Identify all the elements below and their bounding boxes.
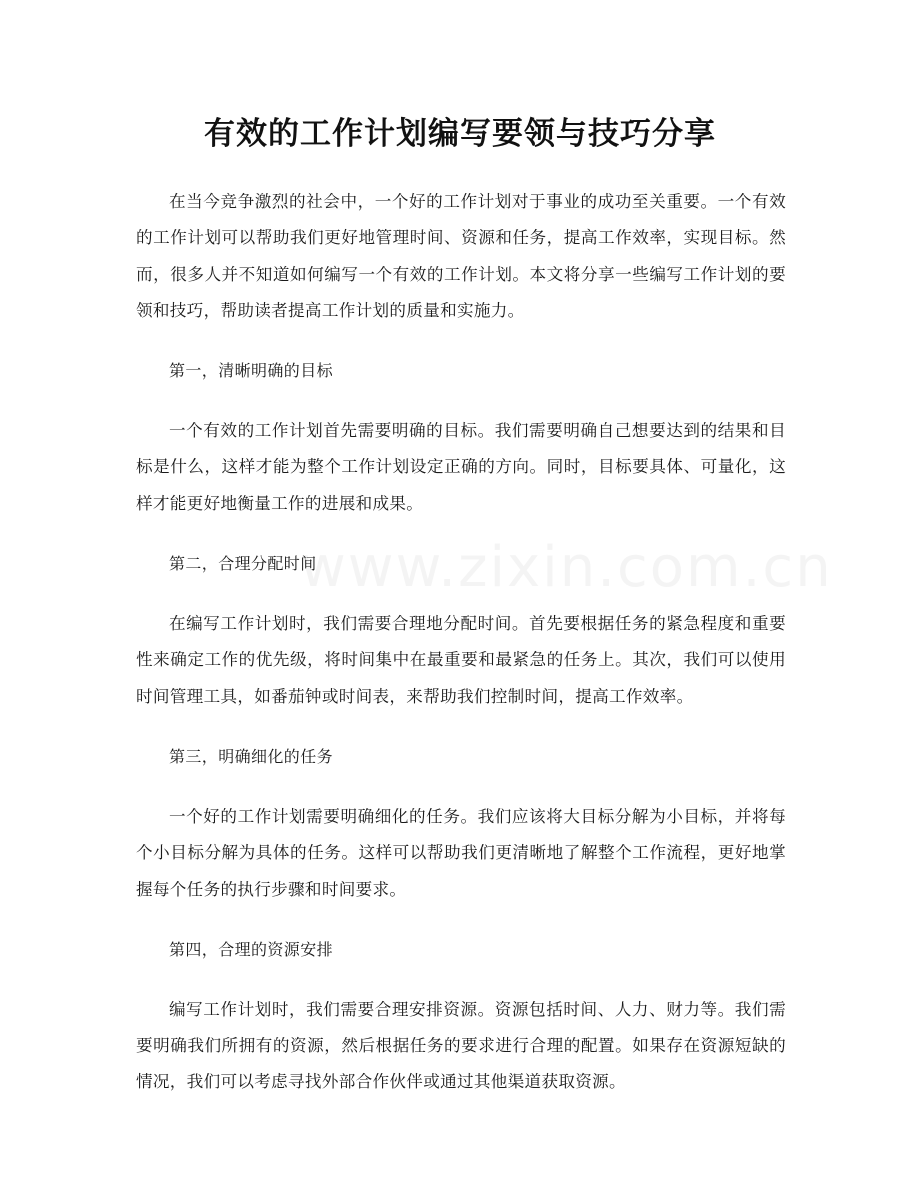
section-heading-3: 第三，明确细化的任务: [169, 746, 334, 766]
intro-paragraph: 在当今竞争激烈的社会中，一个好的工作计划对于事业的成功至关重要。一个有效的工作计划可以帮助我们更好地管理时间、资源和任务，提高工作效率，实现目标。然而，很多人并不知道如何编写一个有效的工作计划。本文将分享一些编写工作计划的要领和技巧，帮助读者提高工作计划的质量和实施力。: [136, 192, 786, 320]
section-heading-1: 第一，清晰明确的目标: [169, 361, 334, 381]
section-heading-4: 第四，合理的资源安排: [169, 939, 334, 959]
section-paragraph-4: 编写工作计划时，我们需要合理安排资源。资源包括时间、人力、财力等。我们需要明确我们所拥有的资源，然后根据任务的要求进行合理的配置。如果存在资源短缺的情况，我们可以考虑寻找外部合作伙伴或通过其他渠道获取资源。: [136, 999, 786, 1092]
section-paragraph-2: 在编写工作计划时，我们需要合理地分配时间。首先要根据任务的紧急程度和重要性来确定工作的优先级，将时间集中在最重要和最紧急的任务上。其次，我们可以使用时间管理工具，如番茄钟或时间表，来帮助我们控制时间，提高工作效率。: [136, 614, 786, 706]
document-body: [136, 184, 786, 1125]
section-paragraph-3: 一个好的工作计划需要明确细化的任务。我们应该将大目标分解为小目标，并将每个小目标分解为具体的任务。这样可以帮助我们更清晰地了解整个工作流程，更好地掌握每个任务的执行步骤和时间要求。: [136, 806, 786, 899]
document-title: 有效的工作计划编写要领与技巧分享: [204, 116, 716, 152]
section-heading-2: 第二，合理分配时间: [169, 554, 317, 574]
section-paragraph-1: 一个有效的工作计划首先需要明确的目标。我们需要明确自己想要达到的结果和目标是什么，这样才能为整个工作计划设定正确的方向。同时，目标要具体、可量化，这样才能更好地衡量工作的进展和成果。: [136, 421, 786, 513]
watermark: www.zixin.com.cn: [300, 535, 833, 600]
